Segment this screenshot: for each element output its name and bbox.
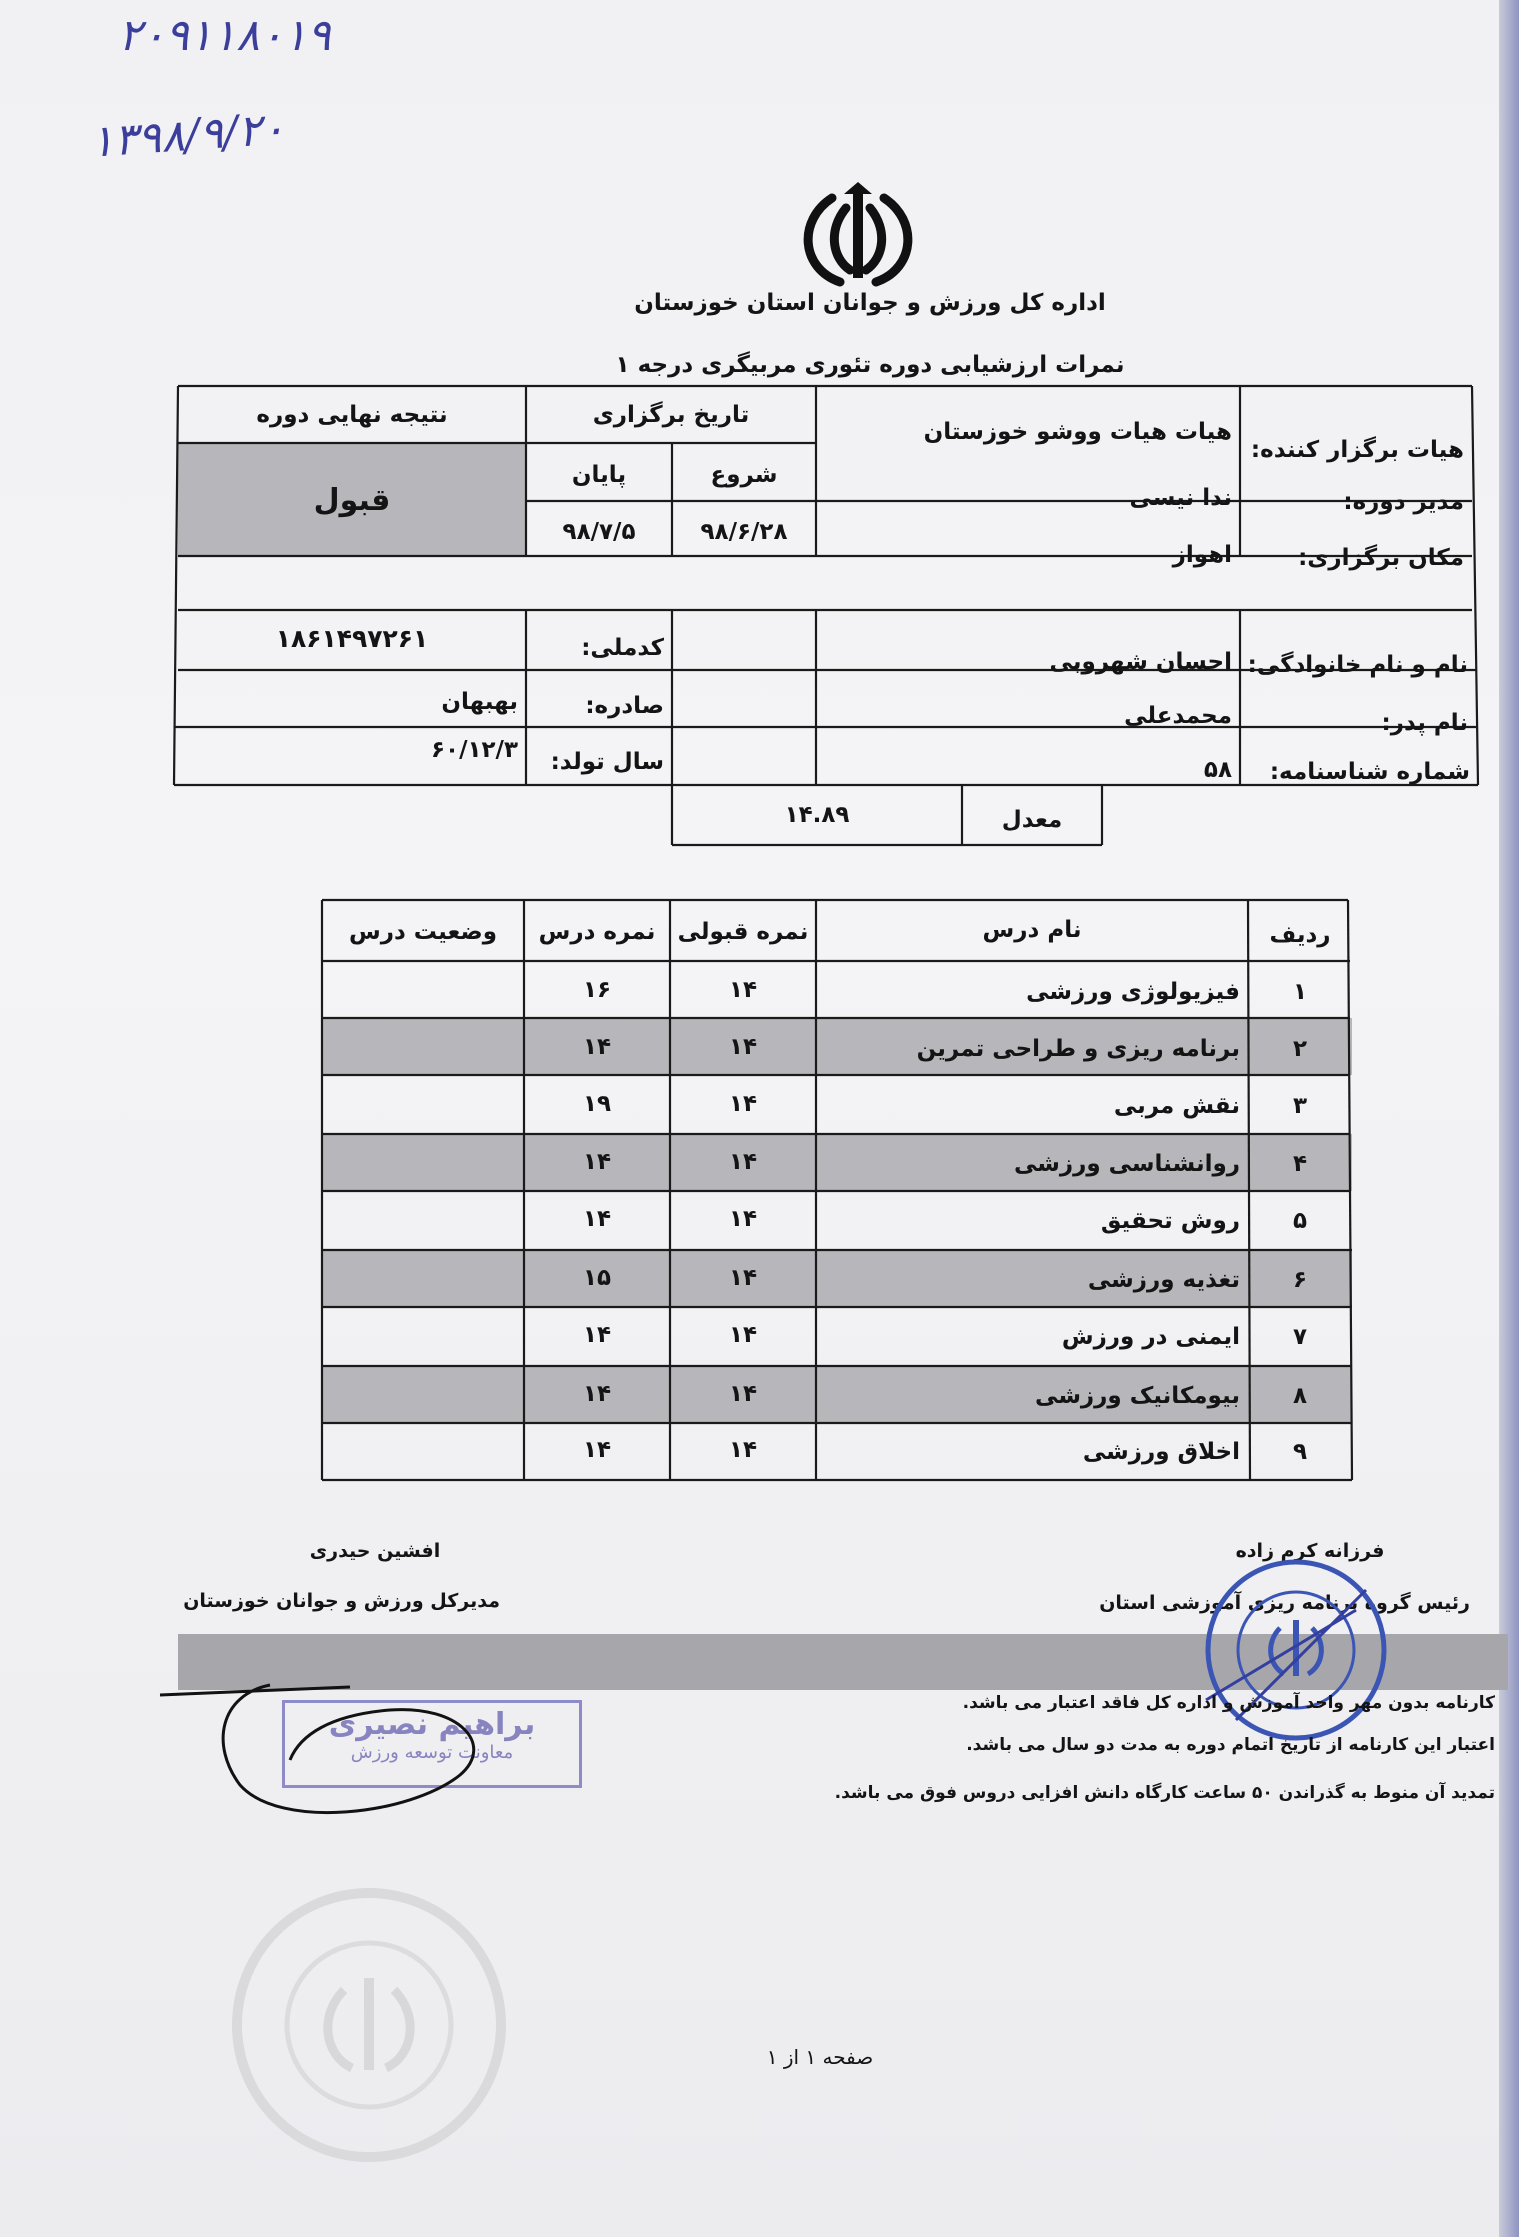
course-status xyxy=(322,1199,524,1239)
course-grade: ۱۴ xyxy=(582,1149,612,1175)
handwritten-number: ۲۰۹۱۱۸۰۱۹ xyxy=(118,10,331,61)
course-status xyxy=(322,1430,524,1470)
course-grade: ۱۹ xyxy=(582,1091,612,1117)
row-number: ۸ xyxy=(1292,1383,1308,1409)
pass-grade: ۱۴ xyxy=(728,1091,758,1117)
organizer-value: هیات هیات ووشو خوزستان xyxy=(923,419,1232,445)
start-date: ۹۸/۶/۲۸ xyxy=(700,519,788,545)
page-number: صفحه ۱ از ۱ xyxy=(766,2045,874,2069)
fullname-value: احسان شهروبی xyxy=(1049,649,1232,675)
course-name: برنامه ریزی و طراحی تمرین xyxy=(916,1036,1240,1062)
right-signer-name: فرزانه کرم زاده xyxy=(1235,1540,1385,1562)
row-number: ۶ xyxy=(1292,1267,1308,1293)
note-line: تمدید آن منوط به گذراندن ۵۰ ساعت کارگاه دانش افزایی دروس فوق می باشد. xyxy=(834,1783,1495,1803)
embossed-seal-icon xyxy=(224,1880,514,2170)
father-label: نام پدر: xyxy=(1381,710,1468,736)
grades-header-grade: نمره درس xyxy=(538,919,656,945)
right-signer-title: رئیس گروه برنامه ریزی آموزشی استان xyxy=(1099,1592,1470,1614)
fullname-label: نام و نام خانوادگی: xyxy=(1247,652,1468,678)
course-name: نقش مربی xyxy=(1113,1093,1240,1119)
national-code-label: کدملی: xyxy=(581,635,664,661)
course-grade: ۱۶ xyxy=(582,977,612,1003)
manager-label: مدیر دوره: xyxy=(1343,489,1464,515)
manager-value: ندا نیسی xyxy=(1129,485,1232,511)
pass-grade: ۱۴ xyxy=(728,1265,758,1291)
birth-value: ۶۰/۱۲/۳ xyxy=(431,737,518,763)
doc-title: نمرات ارزشیابی دوره تئوری مربیگری درجه ۱ xyxy=(615,352,1125,378)
pass-grade: ۱۴ xyxy=(728,1322,758,1348)
father-value: محمدعلی xyxy=(1124,703,1232,729)
row-number: ۵ xyxy=(1292,1208,1308,1234)
course-grade: ۱۴ xyxy=(582,1437,612,1463)
date-header: تاریخ برگزاری xyxy=(592,402,750,428)
course-status xyxy=(322,1027,524,1067)
course-status xyxy=(322,1374,524,1414)
stamp-title-text: معاونت توسعه ورزش xyxy=(350,1742,514,1763)
end-header: پایان xyxy=(571,462,627,488)
pass-grade: ۱۴ xyxy=(728,977,758,1003)
row-number: ۷ xyxy=(1292,1324,1308,1350)
national-code-value: ۱۸۶۱۴۹۷۲۶۱ xyxy=(275,623,429,653)
row-number: ۲ xyxy=(1292,1036,1308,1062)
org-title: اداره کل ورزش و جوانان استان خوزستان xyxy=(634,290,1106,316)
course-grade: ۱۵ xyxy=(582,1265,612,1291)
grades-header-status: وضعیت درس xyxy=(348,919,498,945)
course-grade: ۱۴ xyxy=(582,1381,612,1407)
row-number: ۹ xyxy=(1292,1439,1308,1465)
birth-label: سال تولد: xyxy=(550,749,664,775)
end-date: ۹۸/۷/۵ xyxy=(562,519,636,545)
issued-value: بهبهان xyxy=(441,689,518,715)
course-status xyxy=(322,970,524,1010)
place-label: مکان برگزاری: xyxy=(1298,545,1464,571)
course-status xyxy=(322,1142,524,1182)
course-name: اخلاق ورزشی xyxy=(1082,1439,1240,1465)
issued-label: صادره: xyxy=(585,693,664,719)
organizer-label: هیات برگزار کننده: xyxy=(1250,437,1464,463)
course-name: روش تحقیق xyxy=(1100,1208,1240,1234)
course-status xyxy=(322,1315,524,1355)
course-grade: ۱۴ xyxy=(582,1034,612,1060)
stamp-name-text: براهیم نصیری xyxy=(328,1707,536,1742)
course-name: روانشناسی ورزشی xyxy=(1013,1151,1240,1177)
signature-scribble-icon xyxy=(150,1665,590,1835)
average-label: معدل xyxy=(1001,807,1063,833)
row-number: ۳ xyxy=(1292,1093,1308,1119)
idno-label: شماره شناسنامه: xyxy=(1269,759,1470,785)
note-line: کارنامه بدون مهر واحد آموزش و اداره کل فاقد اعتبار می باشد. xyxy=(962,1693,1495,1713)
course-name: تغذیه ورزشی xyxy=(1087,1267,1240,1293)
left-signer-name: افشین حیدری xyxy=(309,1540,441,1562)
result-value: قبول xyxy=(313,482,391,518)
grades-header-pass: نمره قبولی xyxy=(677,919,809,945)
row-number: ۱ xyxy=(1292,979,1308,1005)
result-header: نتیجه نهایی دوره xyxy=(256,402,448,428)
grades-header-name: نام درس xyxy=(982,917,1082,943)
idno-value: ۵۸ xyxy=(1203,757,1232,783)
course-grade: ۱۴ xyxy=(582,1322,612,1348)
start-header: شروع xyxy=(710,462,778,488)
course-grade: ۱۴ xyxy=(582,1206,612,1232)
course-name: ایمنی در ورزش xyxy=(1061,1324,1240,1350)
average-value: ۱۴.۸۹ xyxy=(784,802,850,828)
pass-grade: ۱۴ xyxy=(728,1034,758,1060)
course-status xyxy=(322,1258,524,1298)
pass-grade: ۱۴ xyxy=(728,1206,758,1232)
place-value: اهواز xyxy=(1172,542,1232,568)
note-line: اعتبار این کارنامه از تاریخ اتمام دوره به مدت دو سال می باشد. xyxy=(966,1735,1495,1755)
course-status xyxy=(322,1084,524,1124)
row-number: ۴ xyxy=(1292,1151,1308,1177)
pass-grade: ۱۴ xyxy=(728,1149,758,1175)
course-name: فیزیولوژی ورزشی xyxy=(1026,979,1240,1005)
pass-grade: ۱۴ xyxy=(728,1381,758,1407)
handwritten-date: ۱۳۹۸/۹/۲۰ xyxy=(88,103,287,168)
grades-header-row: ردیف xyxy=(1269,922,1331,948)
pass-grade: ۱۴ xyxy=(728,1437,758,1463)
course-name: بیومکانیک ورزشی xyxy=(1035,1383,1240,1409)
left-signer-title: مدیرکل ورزش و جوانان خوزستان xyxy=(183,1590,500,1612)
official-seal-icon xyxy=(1196,1550,1396,1750)
